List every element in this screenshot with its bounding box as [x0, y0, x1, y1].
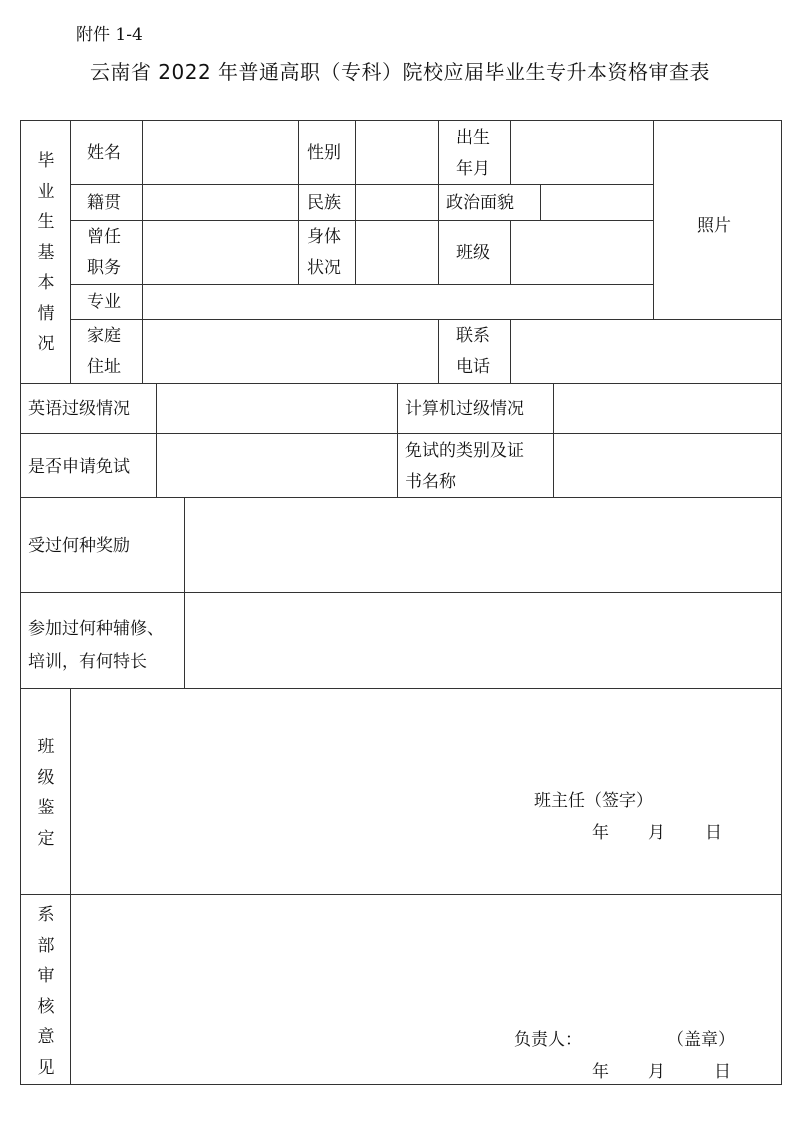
exemption-type-field[interactable] [554, 434, 781, 497]
former-position-field[interactable] [143, 221, 298, 284]
name-field[interactable] [143, 121, 298, 184]
class-eval-day-label: 日 [705, 823, 722, 843]
health-status-label: 身体 状况 [307, 227, 341, 278]
political-status-field[interactable] [541, 185, 653, 220]
ethnicity-label: 民族 [307, 193, 341, 213]
gender-label: 性别 [307, 143, 341, 163]
dept-review-year-label: 年 [592, 1062, 609, 1082]
computer-level-label: 计算机过级情况 [405, 399, 524, 419]
birth-date-field[interactable] [511, 121, 653, 184]
class-label: 班级 [456, 243, 490, 263]
exemption-type-label: 免试的类别及证 书名称 [405, 441, 524, 492]
form-title: 云南省 2022 年普通高职（专科）院校应届毕业生专升本资格审查表 [89, 60, 711, 84]
class-field[interactable] [511, 221, 653, 284]
phone-field[interactable] [511, 320, 781, 383]
health-status-field[interactable] [356, 221, 438, 284]
head-teacher-signature-label: 班主任（签字） [534, 791, 653, 811]
awards-field[interactable] [185, 498, 781, 592]
class-eval-month-label: 月 [648, 823, 665, 843]
photo-placeholder[interactable]: 照片 [697, 216, 731, 236]
native-place-field[interactable] [143, 185, 298, 220]
computer-level-field[interactable] [554, 384, 781, 433]
home-address-label: 家庭 住址 [87, 326, 121, 377]
attachment-number: 附件 1-4 [76, 25, 143, 45]
responsible-person-label: 负责人： [514, 1030, 582, 1050]
dept-review-month-label: 月 [648, 1062, 665, 1082]
english-level-field[interactable] [157, 384, 397, 433]
dept-review-day-label: 日 [714, 1062, 731, 1082]
major-field[interactable] [143, 285, 653, 319]
home-address-field[interactable] [143, 320, 438, 383]
training-label: 参加过何种辅修、 培训，有何特长 [28, 619, 164, 672]
exemption-apply-field[interactable] [157, 434, 397, 497]
english-level-label: 英语过级情况 [28, 399, 130, 419]
dept-review-field[interactable] [71, 895, 781, 1084]
ethnicity-field[interactable] [356, 185, 438, 220]
official-stamp-label: （盖章） [667, 1030, 735, 1050]
training-field[interactable] [185, 593, 781, 688]
class-evaluation-field[interactable] [71, 689, 781, 894]
awards-label: 受过何种奖励 [28, 536, 130, 556]
birth-date-label: 出生 年月 [456, 128, 490, 179]
political-status-label: 政治面貌 [446, 193, 514, 213]
basic-info-section-label: 毕 业 生 基 本 情 况 [37, 151, 55, 354]
exemption-apply-label: 是否申请免试 [28, 457, 130, 477]
native-place-label: 籍贯 [87, 193, 121, 213]
name-label: 姓名 [87, 143, 121, 163]
major-label: 专业 [87, 292, 121, 312]
class-evaluation-section-label: 班 级 鉴 定 [37, 737, 55, 849]
gender-field[interactable] [356, 121, 438, 184]
former-position-label: 曾任 职务 [87, 227, 121, 278]
dept-review-section-label: 系 部 审 核 意 见 [37, 905, 55, 1078]
phone-label: 联系 电话 [456, 326, 490, 377]
class-eval-year-label: 年 [592, 823, 609, 843]
